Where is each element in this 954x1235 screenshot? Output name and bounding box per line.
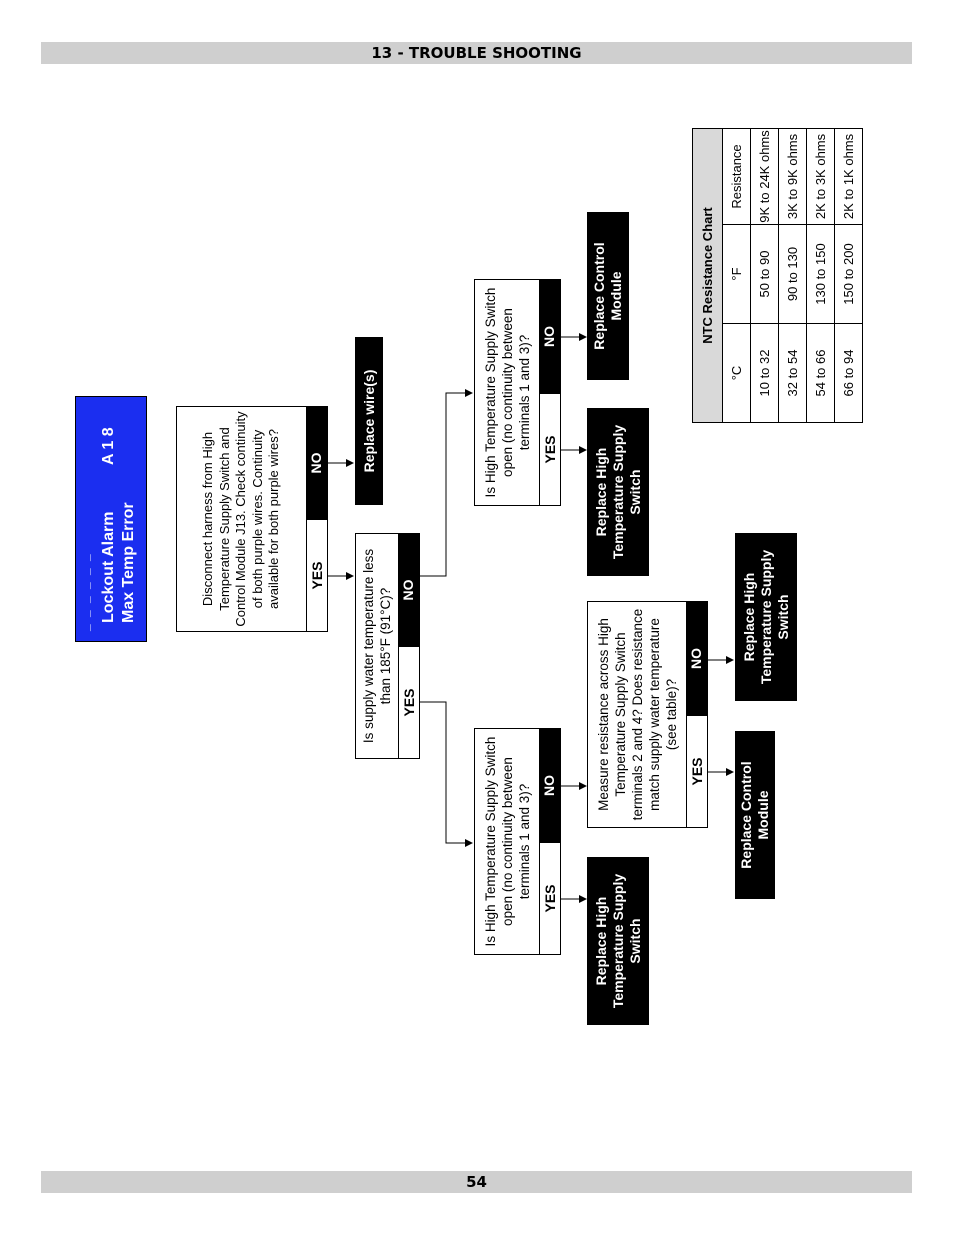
replace-wires-action: Replace wire(s) bbox=[355, 337, 383, 505]
section-header: 13 - TROUBLE SHOOTING bbox=[41, 42, 912, 64]
ntc-title: NTC Resistance Chart bbox=[693, 129, 723, 423]
ntc-header-f: °F bbox=[723, 225, 751, 324]
replace-control-module-action-1: Replace Control Module bbox=[587, 212, 629, 380]
ntc-cell: 90 to 130 bbox=[779, 225, 807, 324]
page-number-footer: 54 bbox=[41, 1171, 912, 1193]
switch-open-right-yes: YES bbox=[539, 393, 560, 505]
switch-open-left-no: NO bbox=[539, 729, 560, 842]
ntc-cell: 3K to 9K ohms bbox=[779, 129, 807, 225]
disconnect-yes: YES bbox=[306, 519, 327, 631]
switch-open-question-right bbox=[474, 279, 561, 506]
alarm-code: A 1 8 bbox=[100, 427, 117, 465]
supply-temp-no: NO bbox=[398, 534, 419, 646]
table-row bbox=[779, 129, 807, 423]
ntc-cell: 50 to 90 bbox=[751, 225, 779, 324]
switch-open-left-text: Is High Temperature Supply Switch open (no continuity between terminals 1 and 3)? bbox=[482, 736, 532, 947]
ntc-cell: 2K to 3K ohms bbox=[807, 129, 835, 225]
supply-temp-yes: YES bbox=[398, 646, 419, 758]
ntc-cell: 150 to 200 bbox=[835, 225, 863, 324]
measure-yes: YES bbox=[686, 715, 707, 827]
replace-switch-action-3: Replace High Temperature Supply Switch bbox=[735, 533, 797, 701]
connector-temp-no bbox=[418, 393, 472, 576]
ntc-cell: 130 to 150 bbox=[807, 225, 835, 324]
ntc-header-resistance: Resistance bbox=[723, 129, 751, 225]
ntc-cell: 66 to 94 bbox=[835, 324, 863, 423]
switch-open-left-yes: YES bbox=[539, 842, 560, 954]
ntc-cell: 10 to 32 bbox=[751, 324, 779, 423]
measure-resistance-question bbox=[587, 601, 708, 828]
switch-open-right-text: Is High Temperature Supply Switch open (no continuity between terminals 1 and 3)? bbox=[482, 287, 532, 498]
ntc-cell: 2K to 1K ohms bbox=[835, 129, 863, 225]
ntc-cell: 9K to 24K ohms bbox=[751, 129, 779, 225]
supply-temperature-question bbox=[355, 533, 420, 759]
alarm-line2: Max Temp Error bbox=[120, 502, 137, 623]
switch-open-right-no: NO bbox=[539, 280, 560, 393]
disconnect-no: NO bbox=[306, 407, 327, 519]
table-row bbox=[751, 129, 779, 423]
alarm-line1: Lockout Alarm bbox=[100, 511, 117, 623]
replace-switch-action-2: Replace High Temperature Supply Switch bbox=[587, 857, 649, 1025]
ntc-cell: 54 to 66 bbox=[807, 324, 835, 423]
replace-switch-action-1: Replace High Temperature Supply Switch bbox=[587, 408, 649, 576]
ntc-resistance-chart bbox=[692, 128, 858, 423]
switch-open-question-left bbox=[474, 728, 561, 955]
measure-text: Measure resistance across High Temperature Supply Switch terminals 2 and 4? Does resistance match supply water temperature (see table)? bbox=[595, 608, 679, 821]
lockout-alarm-box bbox=[75, 396, 147, 642]
measure-no: NO bbox=[686, 602, 707, 715]
replace-control-module-action-2: Replace Control Module bbox=[735, 731, 775, 899]
alarm-dashes: _ _ _ _ _ _ bbox=[78, 552, 92, 631]
supply-temp-text: Is supply water temperature less than 185°F (91°C)? bbox=[361, 548, 393, 744]
disconnect-harness-question bbox=[176, 406, 328, 632]
table-row bbox=[835, 129, 863, 423]
disconnect-text: Disconnect harness from High Temperature Supply Switch and Control Module J13. Check continuity of both purple wires. Continuity available for both purple wires? bbox=[200, 411, 282, 627]
ntc-header-c: °C bbox=[723, 324, 751, 423]
connector-temp-yes bbox=[418, 702, 472, 843]
table-row bbox=[807, 129, 835, 423]
ntc-cell: 32 to 54 bbox=[779, 324, 807, 423]
